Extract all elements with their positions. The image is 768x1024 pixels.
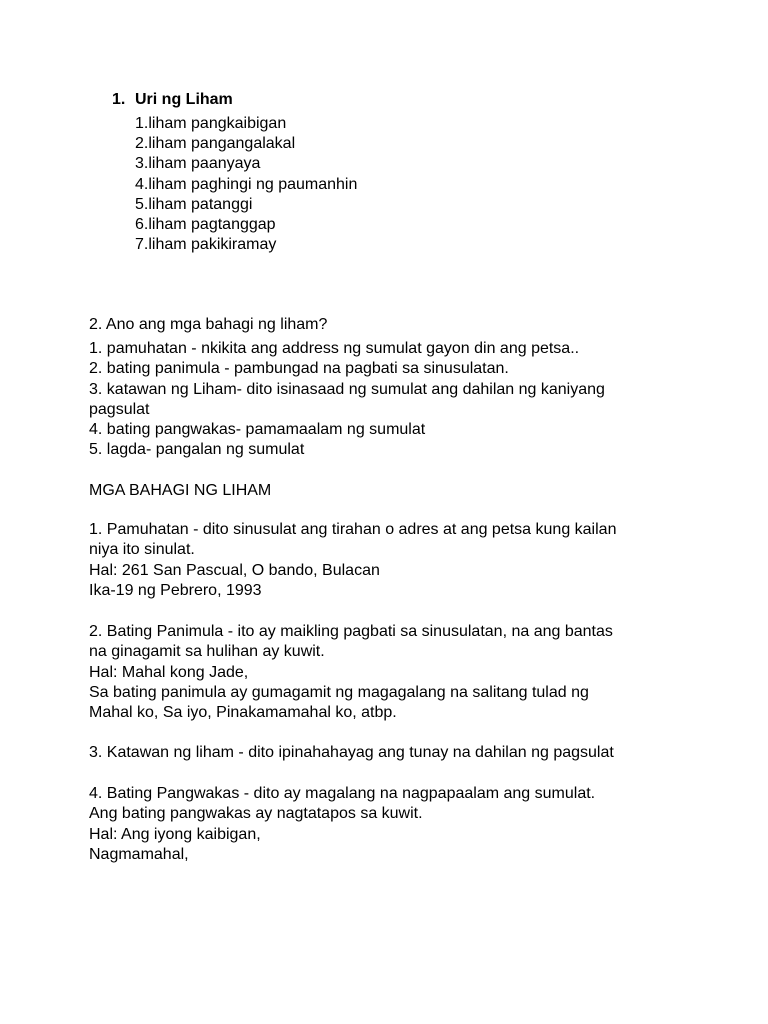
- list-item: 2.liham pangangalakal: [135, 135, 296, 153]
- answer-line: 4. bating pangwakas- pamamaalam ng sumulat: [89, 421, 426, 439]
- paragraph-line: 4. Bating Pangwakas - dito ay magalang na nagpapaalam ang sumulat.: [89, 785, 596, 802]
- paragraph-line: Nagmamahal,: [89, 845, 189, 863]
- paragraph-line: Ika-19 ng Pebrero, 1993: [89, 581, 262, 599]
- answer-line: 3. katawan ng Liham- dito isinasaad ng sumulat ang dahilan ng kaniyang: [89, 380, 605, 398]
- paragraph-line: Mahal ko, Sa iyo, Pinakamamahal ko, atbp.: [89, 704, 397, 722]
- section-title: MGA BAHAGI NG LIHAM: [89, 482, 272, 499]
- pamuhatan-paragraph: [89, 520, 616, 601]
- section-2-question: [89, 315, 327, 335]
- paragraph-line: Sa bating panimula ay gumagamit ng magagalang na salitang tulad ng: [89, 683, 589, 701]
- list-item: 4.liham paghingi ng paumanhin: [135, 175, 358, 193]
- answer-line: pagsulat: [89, 400, 150, 418]
- section-2-answers: [89, 339, 605, 461]
- paragraph-line: niya ito sinulat.: [89, 541, 195, 559]
- paragraph-line: 3. Katawan ng liham - dito ipinahahayag ang tunay na dahilan ng pagsulat: [89, 744, 614, 761]
- section-1-number: 1.: [112, 91, 126, 108]
- list-item: 7.liham pakikiramay: [135, 236, 277, 254]
- answer-line: 5. lagda- pangalan ng sumulat: [89, 441, 305, 459]
- paragraph-line: 1. Pamuhatan - dito sinusulat ang tirahan o adres at ang petsa kung kailan: [89, 521, 617, 538]
- letter-types-list: [135, 114, 357, 255]
- pangwakas-paragraph: [89, 784, 595, 865]
- paragraph-line: Hal: Ang iyong kaibigan,: [89, 825, 261, 843]
- list-item: 3.liham paanyaya: [135, 155, 261, 173]
- panimula-paragraph: [89, 622, 613, 723]
- list-item: 1.liham pangkaibigan: [135, 115, 287, 132]
- paragraph-line: Ang bating pangwakas ay nagtatapos sa kuwit.: [89, 805, 423, 823]
- list-item: 6.liham pagtanggap: [135, 215, 276, 233]
- katawan-paragraph: [89, 743, 614, 763]
- section-1-title: Uri ng Liham: [135, 91, 233, 108]
- mga-bahagi-title: [89, 481, 271, 501]
- answer-line: 1. pamuhatan - nkikita ang address ng sumulat gayon din ang petsa..: [89, 340, 580, 357]
- question-text: 2. Ano ang mga bahagi ng liham?: [89, 316, 328, 333]
- paragraph-line: na ginagamit sa hulihan ay kuwit.: [89, 643, 325, 661]
- answer-line: 2. bating panimula - pambungad na pagbati sa sinusulatan.: [89, 360, 509, 378]
- paragraph-line: Hal: 261 San Pascual, O bando, Bulacan: [89, 561, 380, 579]
- section-1-heading: [112, 90, 233, 110]
- paragraph-line: Hal: Mahal kong Jade,: [89, 663, 249, 681]
- list-item: 5.liham patanggi: [135, 195, 253, 213]
- paragraph-line: 2. Bating Panimula - ito ay maikling pagbati sa sinusulatan, na ang bantas: [89, 623, 613, 640]
